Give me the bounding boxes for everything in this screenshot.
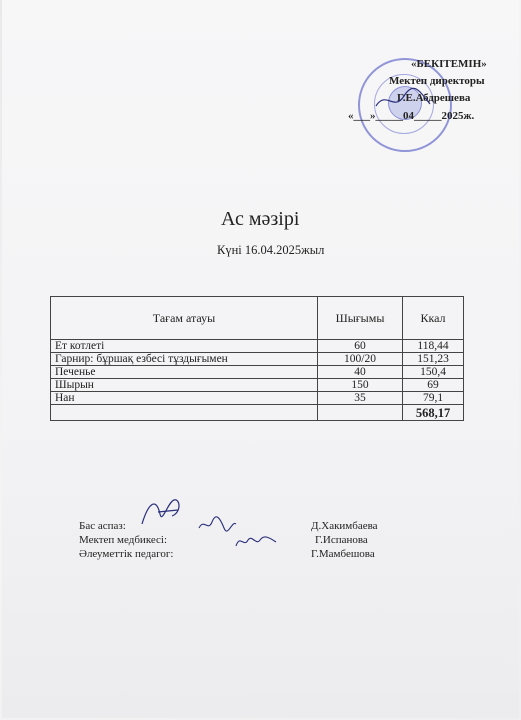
chef-role: Бас аспаз: (79, 520, 126, 532)
total-row (51, 405, 464, 421)
table-row (51, 379, 464, 392)
approval-name: Г.Е.Абдрешева (397, 92, 471, 104)
dish-name: Нан (51, 392, 318, 405)
table-row (51, 340, 464, 353)
table-row (51, 392, 464, 405)
pedagogue-name: Г.Мамбешова (311, 548, 375, 560)
page-title: Ас мәзірі (221, 208, 300, 230)
menu-date: Күні 16.04.2025жыл (217, 243, 325, 257)
dish-name: Ет котлеті (51, 340, 318, 353)
dish-yield: 150 (318, 379, 403, 392)
dish-kcal: 69 (403, 379, 464, 392)
dish-yield: 60 (318, 340, 403, 353)
dish-kcal: 79,1 (403, 392, 464, 405)
chef-name: Д.Хакимбаева (311, 520, 378, 532)
dish-yield: 40 (318, 366, 403, 379)
menu-table (50, 296, 464, 421)
header-dish: Тағам атауы (51, 297, 318, 340)
dish-name: Печенье (51, 366, 318, 379)
nurse-signature (196, 514, 238, 536)
table-row (51, 353, 464, 366)
approval-position: Мектеп директоры (389, 75, 485, 87)
nurse-role: Мектеп медбикесі: (79, 534, 168, 546)
dish-name: Шырын (51, 379, 318, 392)
dish-kcal: 150,4 (403, 366, 464, 379)
dish-name: Гарнир: бұршақ езбесі тұздығымен (51, 353, 318, 366)
dish-kcal: 151,23 (403, 353, 464, 366)
header-yield: Шығымы (318, 297, 403, 340)
chef-signature (138, 494, 188, 530)
document-page (2, 0, 519, 718)
director-signature (374, 86, 434, 114)
approval-date: «___»_____04_____2025ж. (348, 110, 475, 122)
table-header-row (51, 297, 464, 340)
total-kcal: 568,17 (403, 405, 464, 421)
nurse-name: Г.Испанова (315, 534, 368, 546)
table-row (51, 366, 464, 379)
approval-heading: «БЕКІТЕМІН» (411, 58, 487, 70)
header-kcal: Ккал (403, 297, 464, 340)
dish-yield: 100/20 (318, 353, 403, 366)
dish-kcal: 118,44 (403, 340, 464, 353)
pedagogue-signature (234, 530, 278, 552)
pedagogue-role: Әлеуметтік педагог: (79, 548, 174, 560)
dish-yield: 35 (318, 392, 403, 405)
